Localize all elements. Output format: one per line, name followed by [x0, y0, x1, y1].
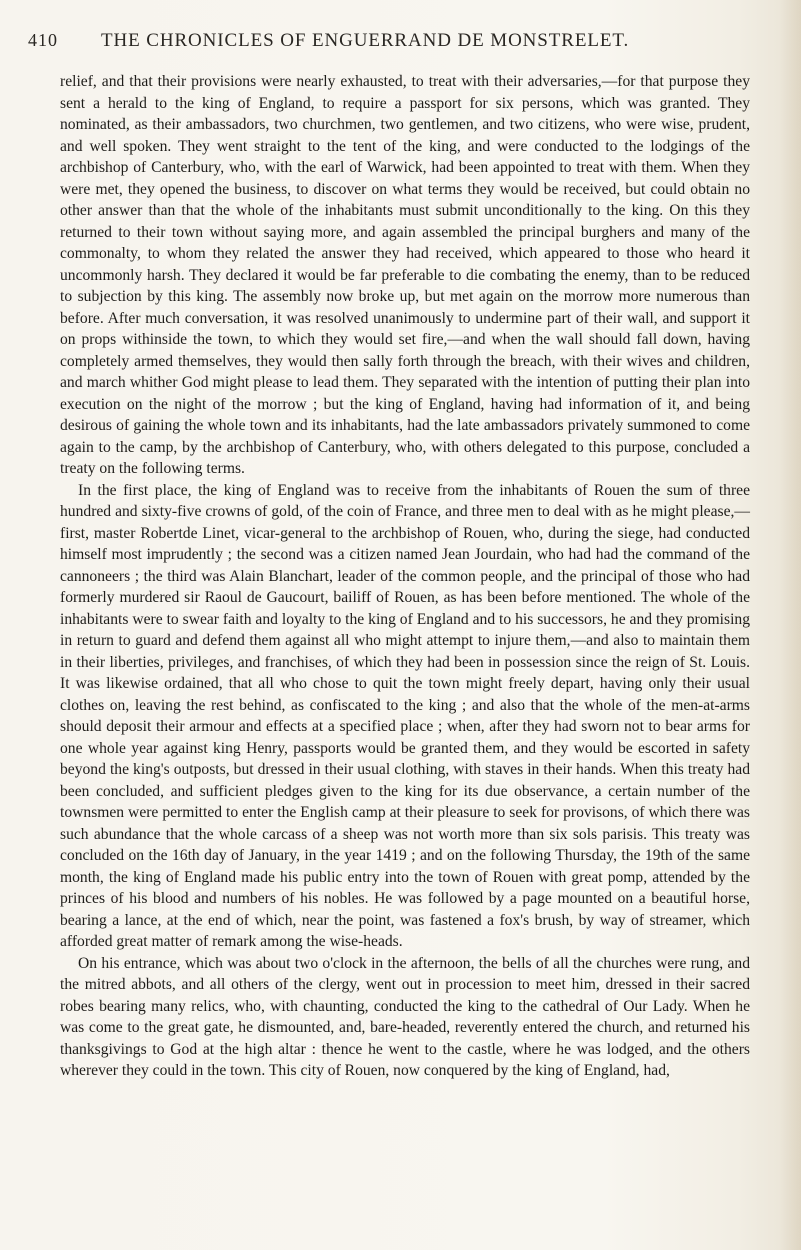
body-text: [60, 71, 750, 1082]
running-title: THE CHRONICLES OF ENGUERRAND DE MONSTRELET.: [101, 30, 630, 51]
paragraph: In the first place, the king of England was to receive from the inhabitants of Rouen the sum of three hundred and sixty-five crowns of gold, of the coin of France, and three men to deal with as he might please,—first, master Robertde Linet, vicar-general to the archbishop of Rouen, who, during the siege, had conducted himself most imprudently ; the second was a citizen named Jean Jourdain, who had had the command of the cannoneers ; the third was Alain Blanchart, leader of the common people, and the principal of those who had formerly murdered sir Raoul de Gaucourt, bailiff of Rouen, as has been before mentioned. The whole of the inhabitants were to swear faith and loyalty to the king of England and to his successors, he and they promising in return to guard and defend them against all who might attempt to injure them,—and also to maintain them in their liberties, privileges, and franchises, of which they had been in possession since the reign of St. Louis. It was likewise ordained, that all who chose to quit the town might freely depart, having only their usual clothes on, leaving the rest behind, as confiscated to the king ; and also that the whole of the men-at-arms should deposit their armour and effects at a specified place ; when, after they had sworn not to bear arms for one whole year against king Henry, passports would be granted them, and they would be escorted in safety beyond the king's outposts, but dressed in their usual clothing, with staves in their hands. When this treaty had been concluded, and sufficient pledges given to the king for its due observance, a certain number of the townsmen were permitted to enter the English camp at their pleasure to seek for provisons, of which there was such abundance that the whole carcass of a sheep was not worth more than six sols parisis. This treaty was concluded on the 16th day of January, in the year 1419 ; and on the following Thursday, the 19th of the same month, the king of England made his public entry into the town of Rouen with great pomp, attended by the princes of his blood and numbers of his nobles. He was followed by a page mounted on a beautiful horse, bearing a lance, at the end of which, near the point, was fastened a fox's brush, by way of streamer, which afforded great matter of remark among the wise-heads.: [60, 481, 750, 950]
page-number: 410: [28, 30, 58, 50]
paragraph: relief, and that their provisions were nearly exhausted, to treat with their adversaries,—for that purpose they sent a herald to the king of England, to require a passport for six persons, which was granted. They nominated, as their ambassadors, two churchmen, two gentlemen, and two citizens, who were wise, prudent, and well spoken. They went straight to the tent of the king, and were conducted to the lodgings of the archbishop of Canterbury, who, with the earl of Warwick, had been appointed to treat with them. When they were met, they opened the business, to discover on what terms they would be received, but could obtain no other answer than that the whole of the inhabitants must submit unconditionally to the king. On this they returned to their town without saying more, and again assembled the principal burghers and many of the commonalty, to whom they related the answer they had received, which appeared to those who heard it uncommonly harsh. They declared it would be far preferable to die combating the enemy, than to be reduced to subjection by this king. The assembly now broke up, but met again on the morrow more numerous than before. After much conversation, it was resolved unanimously to undermine part of their wall, and support it on props withinside the town, to which they would set fire,—and when the wall should fall down, having completely armed themselves, they would then sally forth through the breach, with their wives and children, and march whither God might please to lead them. They separated with the intention of putting their plan into execution on the night of the morrow ; but the king of England, having had information of it, and being desirous of gaining the whole town and its inhabitants, had the late ambassadors privately summoned to come again to the camp, by the archbishop of Canterbury, who, with others delegated to this purpose, concluded a treaty on the following terms.: [60, 73, 750, 477]
page-header: [0, 20, 801, 60]
page-edge-shadow: [779, 0, 801, 1250]
paragraph: On his entrance, which was about two o'clock in the afternoon, the bells of all the churches were rung, and the mitred abbots, and all others of the clergy, went out in procession to meet him, dressed in their sacred robes bearing many relics, who, with chaunting, conducted the king to the cathedral of Our Lady. When he was come to the great gate, he dismounted, and, bare-headed, reverently entered the church, and returned his thanksgivings to God at the high altar : thence he went to the castle, where he was lodged, and the others wherever they could in the town. This city of Rouen, now conquered by the king of England, had,: [60, 954, 750, 1079]
